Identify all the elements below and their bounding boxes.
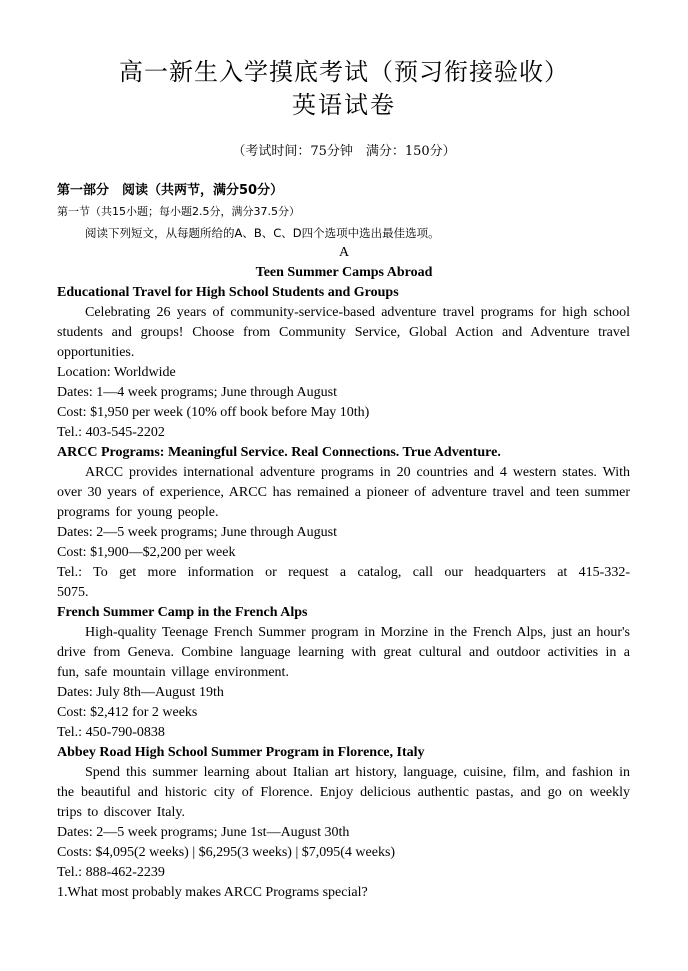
program-cost: Cost: $1,900—$2,200 per week: [57, 545, 236, 560]
program-dates: Dates: July 8th—August 19th: [57, 685, 224, 700]
program-name: Abbey Road High School Summer Program in Florence, Italy: [57, 745, 425, 760]
program-location: Location: Worldwide: [57, 365, 176, 380]
exam-subtitle: 英语试卷: [292, 91, 396, 119]
question-1: 1.What most probably makes ARCC Programs special?: [57, 885, 368, 900]
program-description: High-quality Teenage French Summer program in Morzine in the French Alps, just an hour's drive from Geneva. Combine language learning with great cultural and outdoor activities in a fun, safe mountain village environment.: [57, 625, 630, 680]
exam-title: 高一新生入学摸底考试（预习衔接验收）: [119, 58, 569, 86]
section-title: 第一节（共15小题；每小题2.5分，满分37.5分）: [57, 205, 300, 218]
instruction: 阅读下列短文，从每题所给的A、B、C、D四个选项中选出最佳选项。: [85, 226, 440, 240]
program-dates: Dates: 1—4 week programs; June through August: [57, 385, 337, 400]
program-name: Educational Travel for High School Students and Groups: [57, 285, 399, 300]
passage-label: A: [338, 245, 350, 260]
program-description: Celebrating 26 years of community-service-based adventure travel programs for high school students and groups! Choose from Community Service, Global Action and Adventure travel opportunities.: [57, 305, 630, 360]
exam-info: （考试时间：75分钟 满分：150分）: [232, 144, 456, 159]
program-name: French Summer Camp in the French Alps: [57, 605, 308, 620]
program-tel: Tel.: 403-545-2202: [57, 425, 165, 440]
part-title: 第一部分 阅读（共两节，满分50分）: [57, 183, 284, 198]
program-dates: Dates: 2—5 week programs; June 1st—August 30th: [57, 825, 350, 840]
program-tel: Tel.: 450-790-0838: [57, 725, 165, 740]
program-cost: Cost: $1,950 per week (10% off book before May 10th): [57, 405, 370, 420]
program-tel: Tel.: To get more information or request a catalog, call our headquarters at 415-332-5075.: [57, 565, 630, 600]
program-tel: Tel.: 888-462-2239: [57, 865, 165, 880]
program-description: Spend this summer learning about Italian art history, language, cuisine, film, and fashion in the beautiful and historic city of Florence. Enjoy delicious authentic pastas, and go on weekly trips to discover Italy.: [57, 765, 630, 820]
program-description: ARCC provides international adventure programs in 20 countries and 4 western states. With over 30 years of experience, ARCC has remained a pioneer of adventure travel and teen summer programs for young people.: [57, 465, 630, 520]
passage-title: Teen Summer Camps Abroad: [255, 265, 433, 280]
passage-body: [57, 283, 630, 903]
program-cost: Costs: $4,095(2 weeks) | $6,295(3 weeks) | $7,095(4 weeks): [57, 845, 396, 860]
program-cost: Cost: $2,412 for 2 weeks: [57, 705, 198, 720]
program-name: ARCC Programs: Meaningful Service. Real Connections. True Adventure.: [57, 445, 501, 460]
program-dates: Dates: 2—5 week programs; June through August: [57, 525, 337, 540]
